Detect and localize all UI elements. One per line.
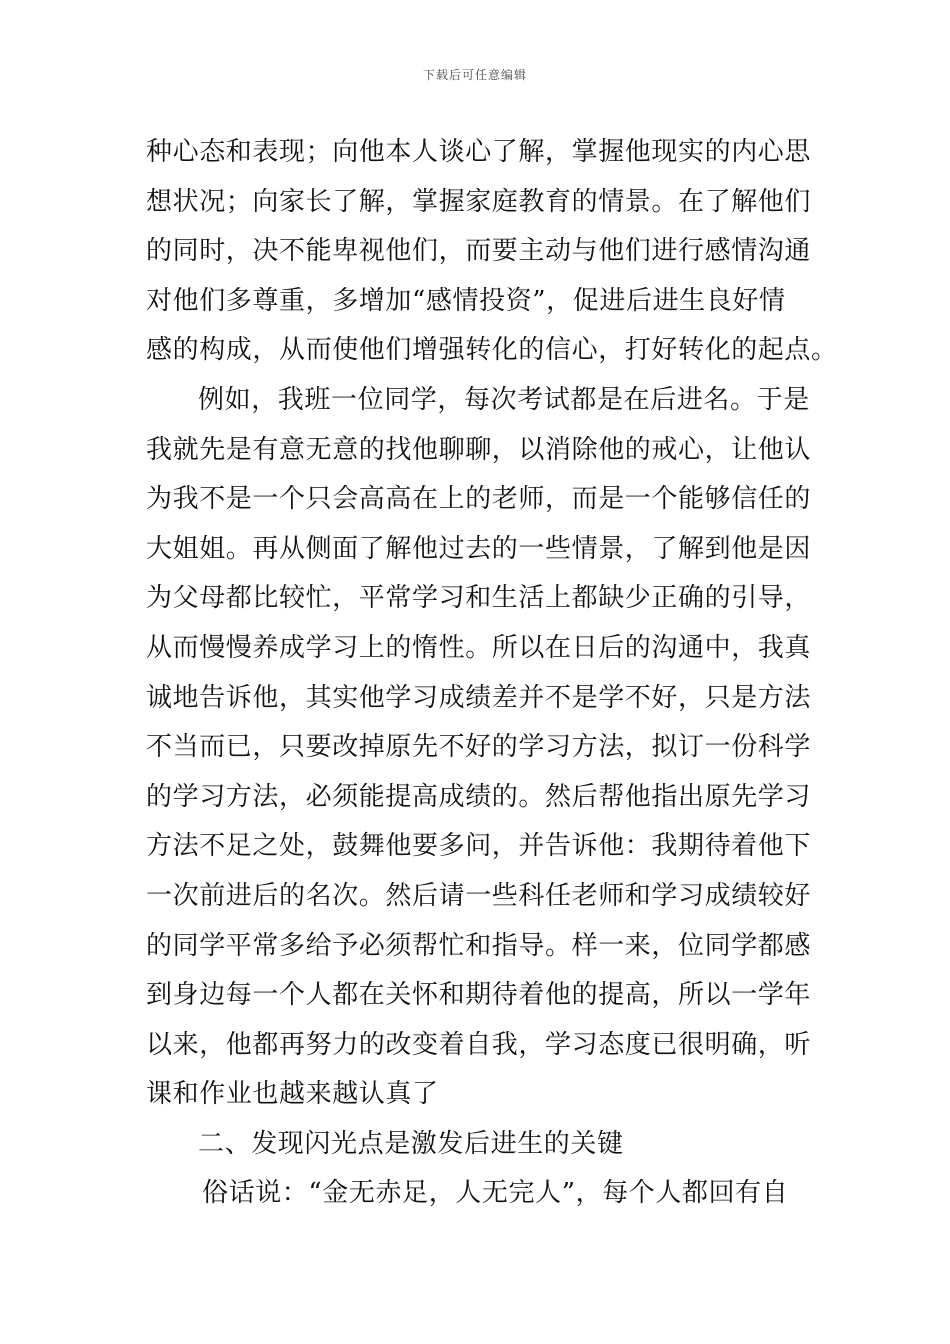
text-line: 的同时，决不能卑视他们，而要主动与他们进行感情沟通: [146, 236, 812, 267]
text-line: 到身边每一个人都在关怀和期待着他的提高，所以一学年: [146, 980, 812, 1011]
text-line: 想状况；向家长了解，掌握家庭教育的情景。在了解他们: [146, 186, 812, 217]
text-line: 不当而已，只要改掉原先不好的学习方法，拟订一份科学: [146, 732, 812, 763]
page-header: 下载后可任意编辑: [422, 68, 527, 82]
text-line: 种心态和表现；向他本人谈心了解，掌握他现实的内心思: [146, 137, 812, 167]
text-line: 诚地告诉他，其实他学习成绩差并不是学不好，只是方法: [146, 682, 812, 713]
text-line: 的同学平常多给予必须帮忙和指导。样一来，位同学都感: [146, 930, 812, 961]
text-line: 我就先是有意无意的找他聊聊，以消除他的戒心，让他认: [146, 434, 812, 465]
text-line: 为父母都比较忙，平常学习和生活上都缺少正确的引导，: [146, 583, 812, 614]
text-line: 以来，他都再努力的改变着自我，学习态度已很明确，听: [146, 1029, 812, 1060]
section-heading: 二、发现闪光点是激发后进生的关键: [198, 1128, 624, 1159]
text-line: 感的构成，从而使他们增强转化的信心，打好转化的起点。: [146, 335, 838, 366]
document-body: [146, 128, 838, 1219]
text-line: 大姐姐。再从侧面了解他过去的一些情景，了解到他是因: [146, 533, 812, 564]
paragraph-start-line: 例如，我班一位同学，每次考试都是在后进名。于是: [198, 384, 810, 415]
text-line: 一次前进后的名次。然后请一些科任老师和学习成绩较好: [146, 880, 812, 911]
paragraph-start-line: 俗话说：“金无赤足，人无完人”，每个人都回有自: [202, 1178, 789, 1209]
text-line: 课和作业也越来越认真了: [146, 1079, 439, 1110]
text-line: 方法不足之处，鼓舞他要多问，并告诉他：我期待着他下: [146, 831, 812, 862]
text-line: 从而慢慢养成学习上的惰性。所以在日后的沟通中，我真: [146, 632, 812, 663]
text-line: 的学习方法，必须能提高成绩的。然后帮他指出原先学习: [146, 781, 812, 812]
text-line: 对他们多尊重，多增加“感情投资”，促进后进生良好情: [146, 285, 786, 316]
text-line: 为我不是一个只会高高在上的老师，而是一个能够信任的: [146, 484, 812, 515]
